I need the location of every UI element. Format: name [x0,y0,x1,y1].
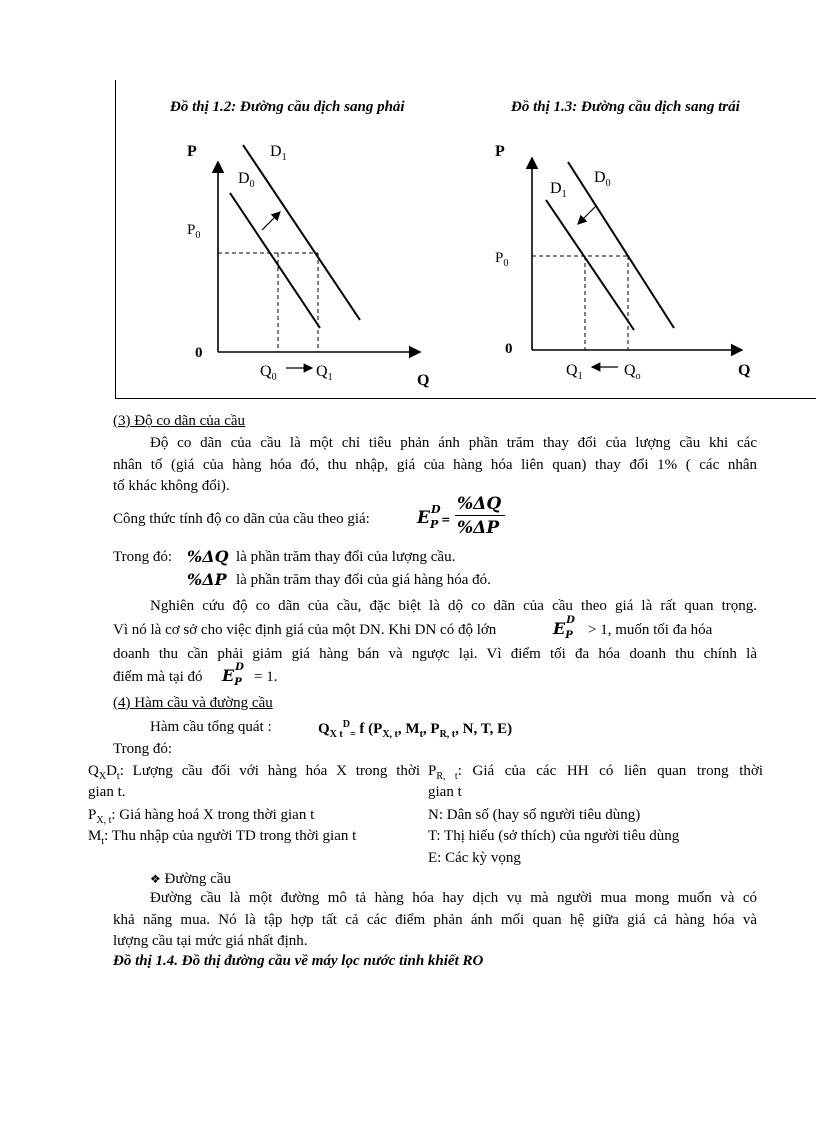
right-curve-d1 [546,200,634,330]
right-p0-label: $P_0$ [495,250,509,269]
elasticity-para2-line4b: = 1. [254,669,278,685]
elasticity-para2-line2a: Vì nó là cơ sở cho việc định giá của một DN. Khi DN có độ lớn [113,622,497,638]
n-definition: N: Dân số (hay số người tiêu dùng) [428,807,641,823]
left-q1-label: $Q_1$ [316,363,333,383]
right-origin-label: 0 [505,341,513,357]
mt-definition: $M_t$: Thu nhập của người TD trong thời gian t [88,828,357,847]
dq-symbol: %ΔQ [187,547,229,566]
t-definition: T: Thị hiếu (sở thích) của người tiêu dùng [428,828,680,844]
right-curve-d0 [568,162,674,328]
right-q0-label: $Q_o$ [624,362,641,382]
right-shift-arrow [578,206,596,224]
demand-curve-para-line1: Đường cầu là một đường mô tả hàng hóa hay dịch vụ mà người mua mong muốn và có [150,890,757,906]
general-function-label: Hàm cầu tổng quát : [150,719,272,735]
inline-epd-1: E D $_P$ [553,615,575,641]
dp-desc: là phần trăm thay đổi của giá hàng hóa đó. [236,572,491,588]
general-function-formula: $Q_{X t}^D_=$ f ($P_{X, t}$, $M_t$, $P_{R, t}$, N, T, E) [318,719,513,740]
demand-shift-charts [0,0,816,400]
chart-right [495,143,750,382]
elasticity-para2-line3: doanh thu cần phải giảm giá hàng bán và ngược lại. Vì điểm tối đa hóa doanh thu chính là [113,646,757,662]
left-d1-label: $D_1$ [270,143,287,163]
elasticity-para2-line2b: > 1, muốn tối đa hóa [588,622,713,638]
left-origin-label: 0 [195,345,203,361]
chart-left [187,143,429,389]
demand-curve-para-line3: lượng cầu tại mức giá nhất định. [113,933,308,949]
demand-curve-bullet: ❖ Đường cầu [150,871,231,887]
elasticity-para-line1: Độ co dãn của cầu là một chỉ tiêu phản ánh phần trăm thay đổi của lượng cầu khi các [150,435,757,451]
where-label: Trong đó: [113,549,173,565]
figure-1-3-title: Đồ thị 1.3: Đường cầu dịch sang trái [511,99,740,115]
demand-curve-para-line2: khả năng mua. Nó là tập hợp tất cả các điểm phản ánh mối quan hệ giữa giá cả hàng hóa và [113,912,757,928]
inline-epd-2: E D $_P$ [222,662,244,688]
elasticity-para2-line1: Nghiên cứu độ co dãn của cầu, đặc biệt là dộ co dãn của cầu theo giá là rất quan trọng. [150,598,757,614]
left-p0-label: $P_0$ [187,222,201,241]
e-definition: E: Các kỳ vọng [428,850,521,866]
pr-definition-cont: gian t [428,784,462,800]
right-q-axis-label: Q [738,362,751,379]
left-curve-d1 [243,145,360,320]
right-q1-label: $Q_1$ [566,362,583,382]
right-p-label: P [495,143,505,160]
elasticity-heading: (3) Độ co dãn của cầu [113,413,246,429]
demand-function-heading: (4) Hàm cầu và đường cầu [113,695,273,711]
elasticity-para-line2: nhân tố (giá của hàng hóa đó, thu nhập, giá của hàng hóa liên quan) thay đổi 1% ( các nhân [113,457,757,473]
left-shift-arrow [262,212,280,230]
figure-1-2-title: Đồ thị 1.2: Đường cầu dịch sang phải [170,99,405,115]
left-p-label: P [187,143,197,160]
dp-symbol: %ΔP [187,570,227,589]
pr-definition: $P_{R, t}$: Giá của các HH có liên quan trong thời [428,763,763,782]
left-q-axis-label: Q [417,372,430,389]
left-d0-label: $D_0$ [238,170,255,190]
diamond-bullet-icon: ❖ [150,872,161,886]
right-d0-label: $D_0$ [594,169,611,189]
right-d1-label: $D_1$ [550,180,567,200]
qx-definition: $Q_XD_t$: Lượng cầu đối với hàng hóa X trong thời [88,763,420,782]
qx-definition-cont: gian t. [88,784,126,800]
elasticity-para-line3: tố khác không đổi). [113,478,230,494]
figure-1-4-title: Đồ thị 1.4. Đồ thị đường cầu về máy lọc nước tinh khiết RO [113,953,484,969]
left-q0-label: $Q_0$ [260,363,277,383]
dq-desc: là phần trăm thay đổi của lượng cầu. [236,549,456,565]
formula-label: Công thức tính độ co dãn của cầu theo giá: [113,511,370,527]
px-definition: $P_{X, t}$: Giá hàng hoá X trong thời gian t [88,807,315,826]
left-curve-d0 [230,193,320,328]
elasticity-para2-line4a: điểm mà tại đó [113,669,203,685]
function-where-label: Trong đó: [113,741,173,757]
